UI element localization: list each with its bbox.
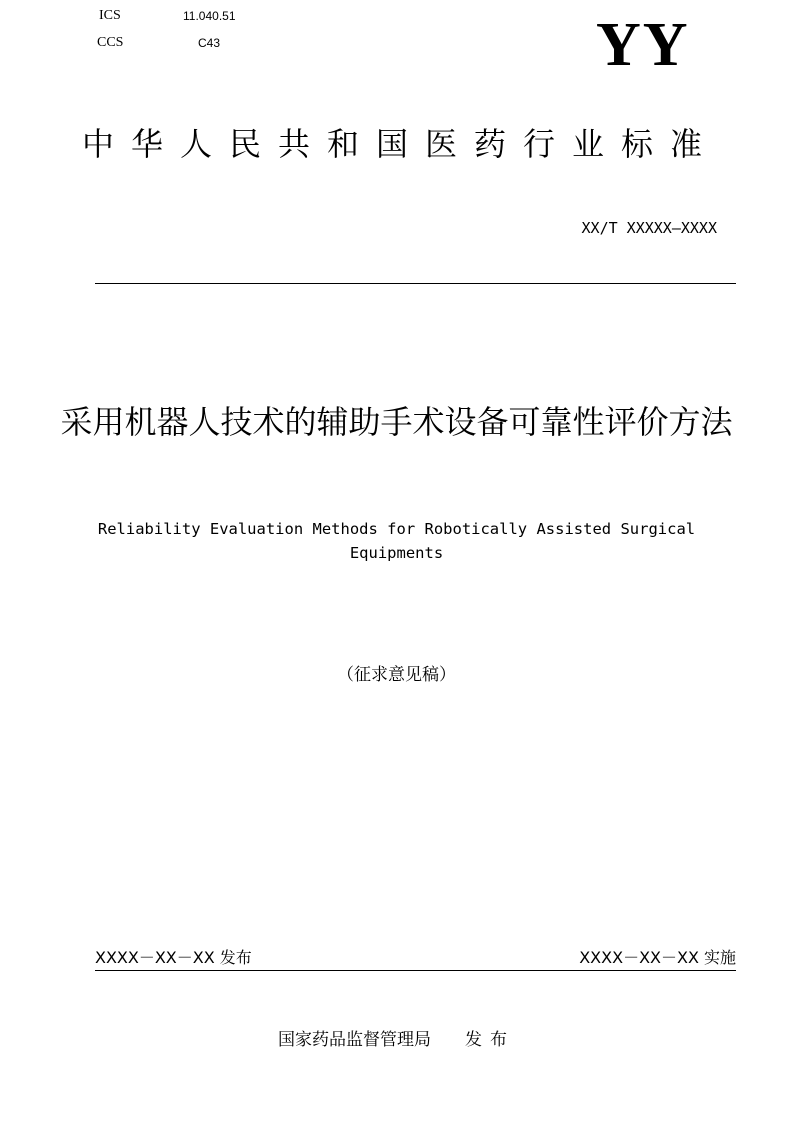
header-divider — [95, 283, 736, 284]
standard-title: 中华人民共和国医药行业标准 — [81, 125, 719, 163]
document-title-en: Reliability Evaluation Methods for Robotically Assisted Surgical Equipments — [97, 520, 696, 562]
ics-label: ICS — [99, 8, 121, 23]
ccs-label: CCS — [97, 35, 124, 50]
footer-divider — [95, 970, 736, 971]
standard-code: XX/T XXXXX—XXXX — [581, 219, 717, 237]
draft-status: （征求意见稿） — [337, 665, 456, 685]
ccs-value: C43 — [198, 36, 221, 50]
issuer-name: 国家药品监督管理局 — [278, 1030, 431, 1050]
publish-date: XXXX－XX－XX 发布 — [95, 948, 252, 967]
issuer — [0, 1025, 793, 1050]
ics-value: 11.040.51 — [183, 9, 236, 23]
yy-logo: YY — [596, 11, 690, 79]
document-title-zh: 采用机器人技术的辅助手术设备可靠性评价方法 — [60, 403, 733, 441]
implement-date: XXXX－XX－XX 实施 — [579, 948, 736, 967]
issuer-action: 发布 — [465, 1030, 515, 1050]
